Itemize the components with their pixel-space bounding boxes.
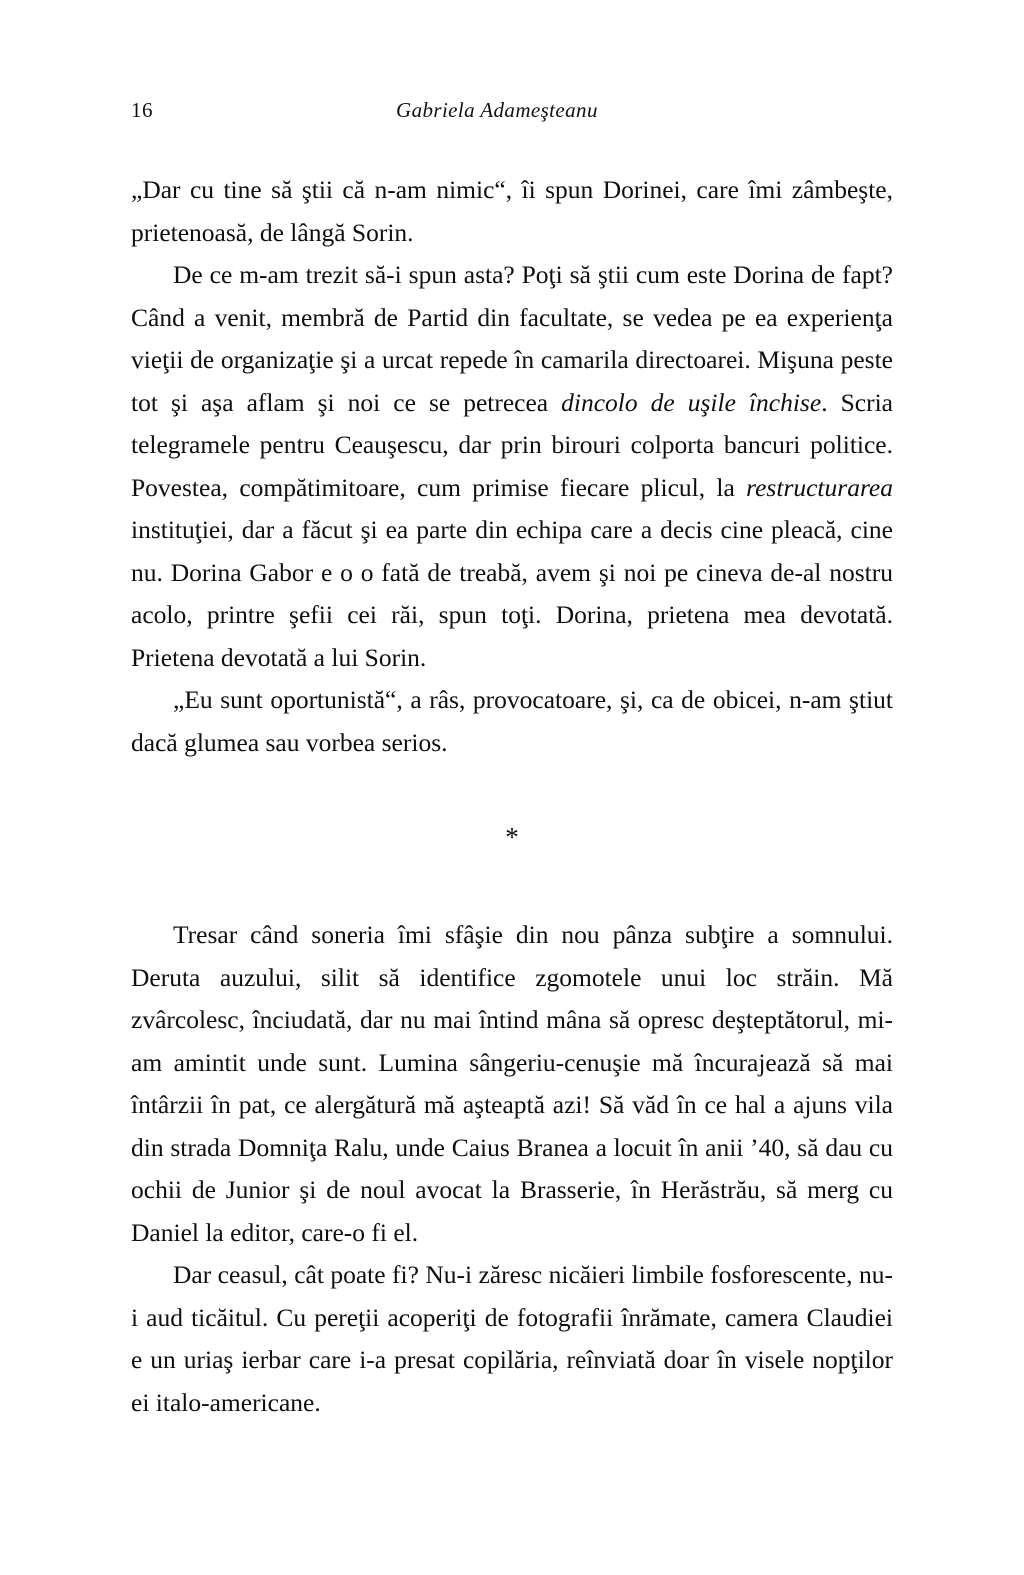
text-run: De ce m-am trezit să-i spun asta? Poţi să ştii cum este Dorina de fapt? Când a venit, membră de Partid din facultate, se vedea pe ea experienţa vieţii de organizaţie şi a urcat repede în camarila directoarei. Mişuna peste tot şi aşa aflam şi noi ce se petrecea [131, 260, 893, 417]
text-run: Tresar când soneria îmi sfâşie din nou pânza subţire a somnului. Deruta auzului, silit să identifice zgomotele unui loc străin. Mă zvârcolesc, înciudată, dar nu mai întind mâna să opresc deşteptătorul, mi-am amintit unde sunt. Lumina sângeriu-cenuşie mă încurajează să mai întârzii în pat, ce alergătură mă aşteaptă azi! Să văd în ce hal a ajuns vila din strada Domniţa Ralu, unde Caius Branea a locuit în anii ’40, să dau cu ochii de Junior şi de noul avocat la Brasserie, în Herăstrău, să merg cu Daniel la editor, care-o fi el. [131, 920, 893, 1247]
paragraph [131, 169, 893, 254]
text-run: . Scria telegramele pentru Ceauşescu, dar prin birouri colporta bancuri politice. Povestea, compătimitoare, cum primise fiecare plicul, la [131, 387, 893, 502]
text-run: Dar ceasul, cât poate fi? Nu-i zăresc nicăieri limbile fosforescente, nu-i aud ticăitul. Cu pereţii acoperiţi de fotografii înrămate, camera Claudiei e un uriaş ierbar care i-a presat copilăria, reînviată doar în visele nopţilor ei italo-americane. [131, 1260, 893, 1417]
section-separator: * [505, 822, 519, 852]
emphasized-text: restructurarea [746, 472, 893, 502]
paragraph [131, 1254, 893, 1424]
body-text-block-one [131, 169, 893, 764]
body-text-block-two [131, 914, 893, 1424]
running-head-author: Gabriela Adameşteanu [396, 98, 598, 122]
paragraph [131, 914, 893, 1254]
text-run: „Dar cu tine să ştii că n-am nimic“, îi spun Dorinei, care îmi zâmbeşte, prietenoasă, de lângă Sorin. [131, 175, 893, 247]
paragraph [131, 254, 893, 679]
paragraph [131, 679, 893, 764]
text-run: „Eu sunt oportunistă“, a râs, provocatoare, şi, ca de obicei, n-am ştiut dacă glumea sau vorbea serios. [131, 685, 893, 757]
emphasized-text: dincolo de uşile închise [561, 387, 822, 417]
running-head: 16 Gabriela Adameşteanu [131, 98, 598, 122]
text-run: instituţiei, dar a făcut şi ea parte din echipa care a decis cine pleacă, cine nu. Dorina Gabor e o o fată de treabă, avem şi noi pe cineva de-al nostru acolo, printre şefii cei răi, spun toţi. Dorina, prietena mea devotată. Prietena devotată a lui Sorin. [131, 515, 893, 672]
page-content [131, 98, 893, 1424]
